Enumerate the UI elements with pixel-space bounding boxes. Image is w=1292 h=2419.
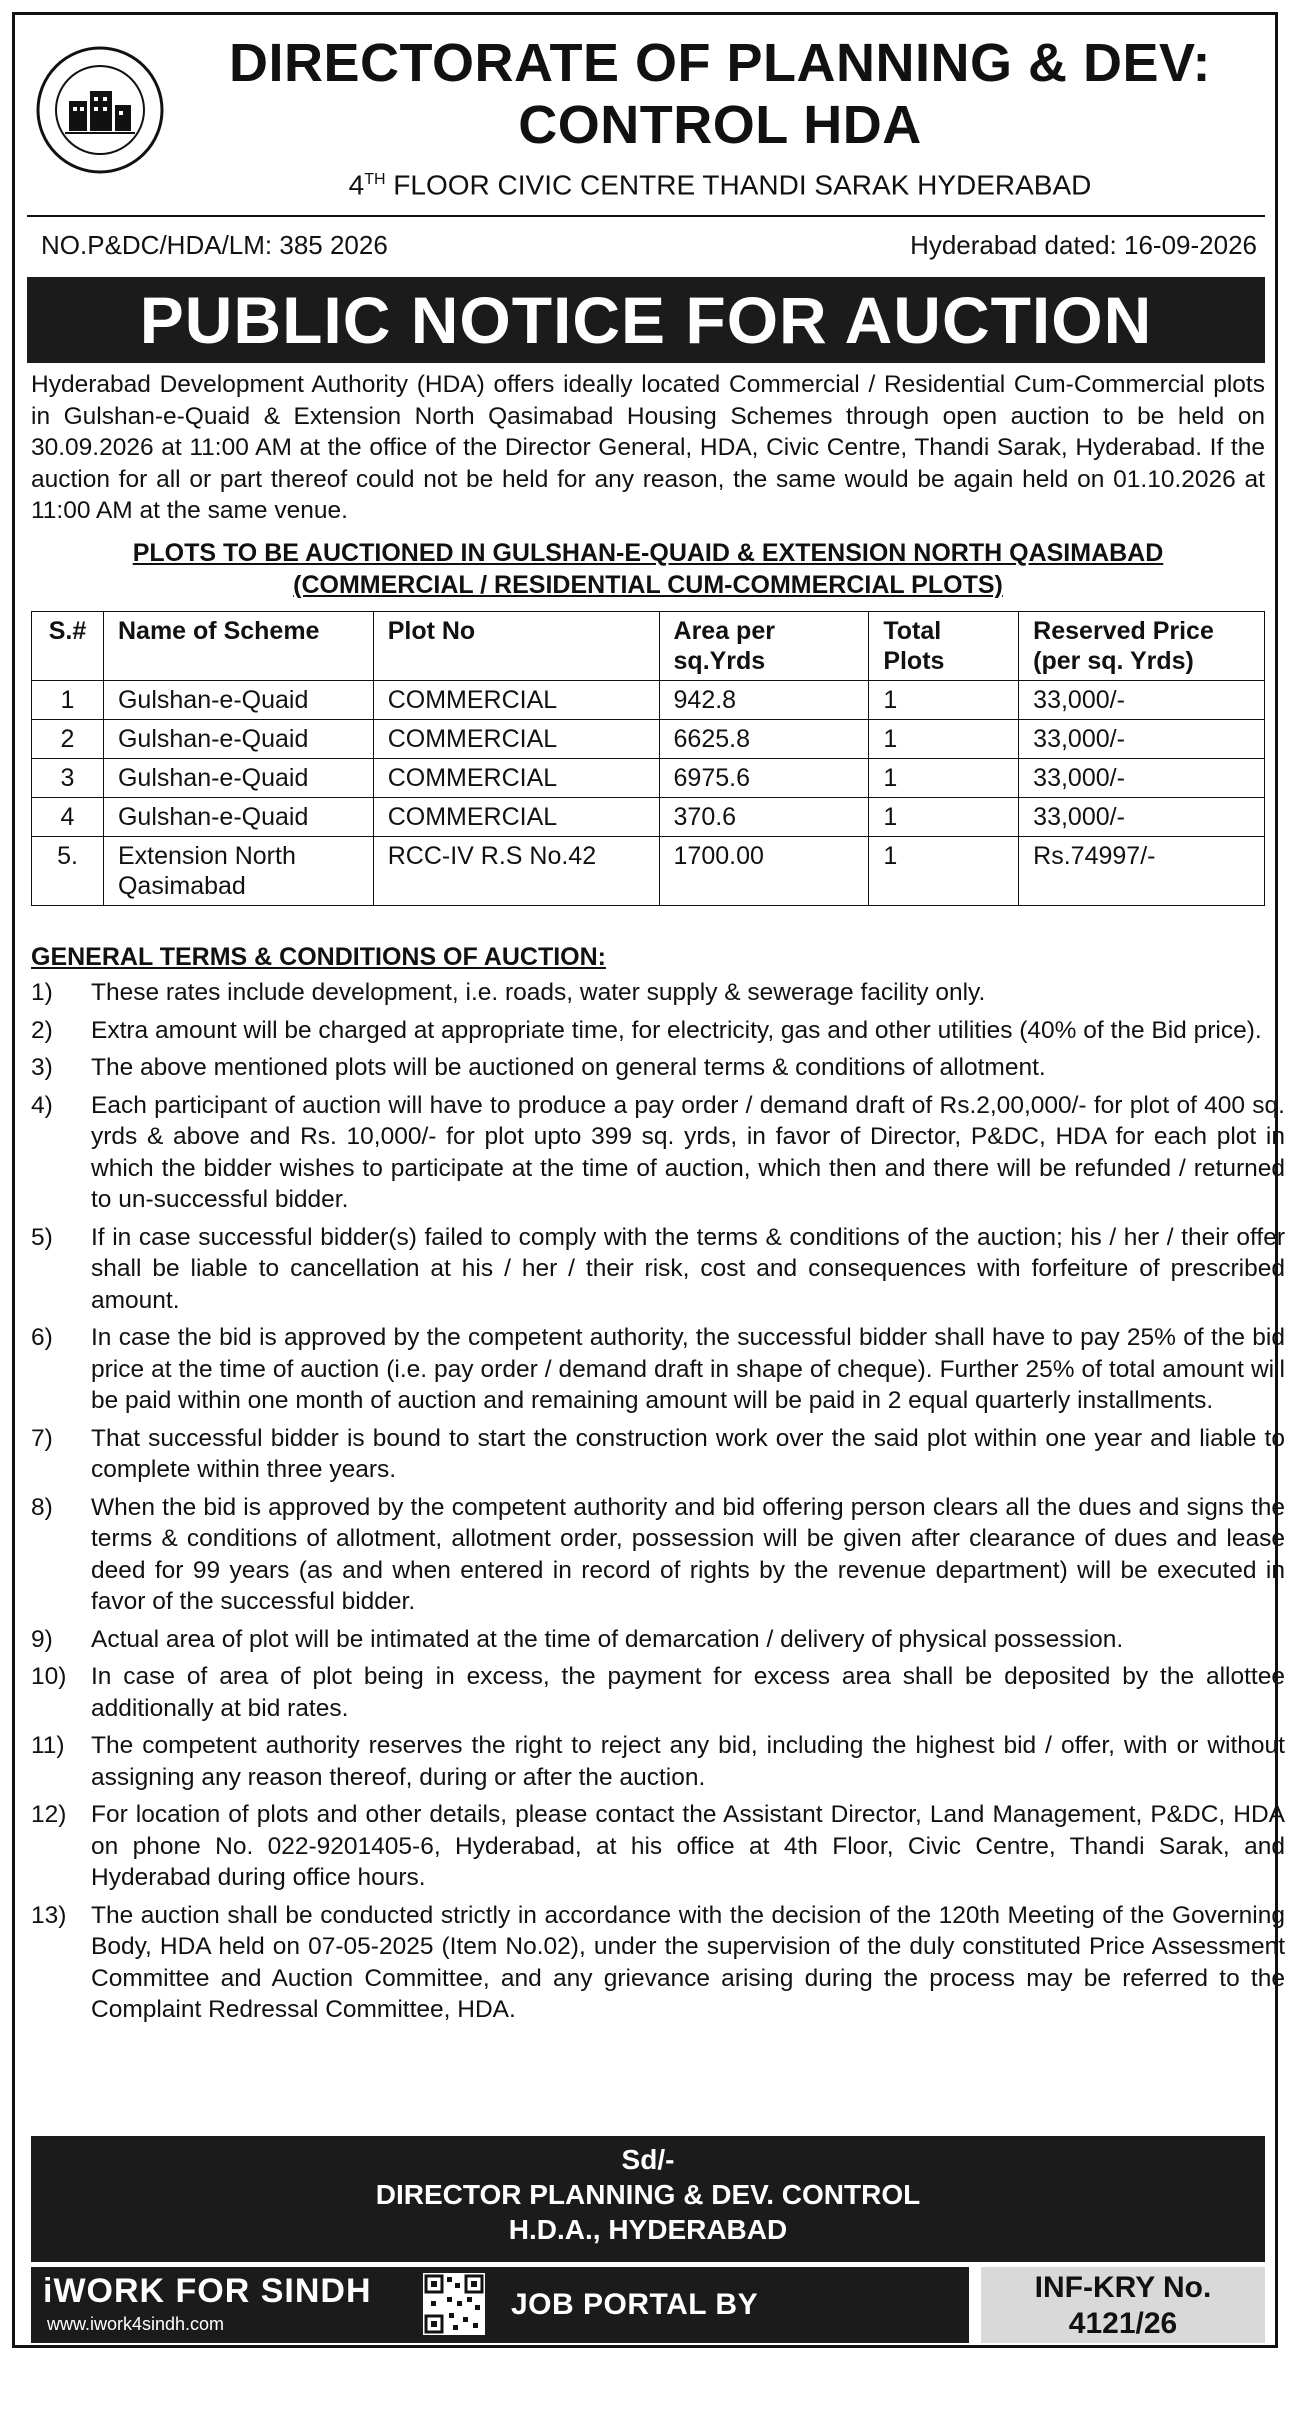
- inf-kry-box: [981, 2267, 1265, 2343]
- term-number: 3): [31, 1054, 53, 1081]
- intro-paragraph: Hyderabad Development Authority (HDA) offers ideally located Commercial / Residential Cum-Commercial plots in Gulshan-e-Quaid & Extension North Qasimabad Housing Schemes through open auction to be held on 30.09.2026 at 11:00 AM at the office of the Director General, HDA, Civic Centre, Thandi Sarak, Hyderabad. If the auction for all or part thereof could not be held for any reason, the same would be again held on 01.10.2026 at 11:00 AM at the same venue.: [31, 371, 1265, 524]
- address-rest: FLOOR CIVIC CENTRE THANDI SARAK HYDERABAD: [385, 169, 1092, 201]
- term-text: In case the bid is approved by the competent authority, the successful bidder shall have to pay 25% of the bid price at the time of auction (i.e. pay order / demand draft in shape of cheque). Further 25% of total amount will be paid within one month of auction and remaining amount will be paid in 2 equal quarterly installments.: [91, 1324, 1285, 1414]
- signature-block: [31, 2136, 1265, 2262]
- header-title-line2: CONTROL HDA: [518, 95, 922, 155]
- term-item: [31, 1624, 1285, 1656]
- table-cell: COMMERCIAL: [373, 759, 659, 798]
- table-cell: 4: [32, 798, 104, 837]
- column-header: Total Plots: [869, 612, 1019, 681]
- table-cell: 370.6: [659, 798, 869, 837]
- term-item: [31, 1730, 1285, 1793]
- table-cell: Gulshan-e-Quaid: [103, 681, 373, 720]
- table-cell: 33,000/-: [1019, 681, 1265, 720]
- column-header: Plot No: [373, 612, 659, 681]
- inf-kry-label: INF-KRY No.: [1034, 2271, 1212, 2304]
- table-cell: 1: [32, 681, 104, 720]
- term-number: 11): [31, 1732, 65, 1759]
- term-text: The auction shall be conducted strictly in accordance with the decision of the 120th Meeting of the Governing Body, HDA held on 07-05-2025 (Item No.02), under the supervision of the duly constituted Price Assessment Committee and Auction Committee, and any grievance arising during the process may be referred to the Complaint Redressal Committee, HDA.: [91, 1901, 1285, 2023]
- table-cell: 1: [869, 720, 1019, 759]
- table-cell: COMMERCIAL: [373, 798, 659, 837]
- plots-heading: [31, 537, 1265, 601]
- term-text: The above mentioned plots will be auctioned on general terms & conditions of allotment.: [91, 1054, 1046, 1081]
- brand-logo: iWORK FOR SINDH: [43, 2272, 372, 2310]
- term-item: [31, 1015, 1285, 1047]
- table-cell: 1: [869, 798, 1019, 837]
- footer: [31, 2267, 1265, 2397]
- header-title-line1: DIRECTORATE OF PLANNING & DEV:: [228, 33, 1212, 93]
- table-cell: 3: [32, 759, 104, 798]
- table-cell: 6975.6: [659, 759, 869, 798]
- term-text: For location of plots and other details, please contact the Assistant Director, Land Management, P&DC, HDA on phone No. 022-9201405-6, Hyderabad, at his office at 4th Floor, Civic Centre, Thandi Sarak, and Hyderabad during office hours.: [91, 1801, 1285, 1891]
- column-header: Reserved Price (per sq. Yrds): [1019, 612, 1265, 681]
- column-header: Name of Scheme: [103, 612, 373, 681]
- table-cell: 1: [869, 837, 1019, 906]
- table-cell: 2: [32, 720, 104, 759]
- term-number: 4): [31, 1091, 53, 1119]
- table-cell: Gulshan-e-Quaid: [103, 759, 373, 798]
- plots-heading-line1: PLOTS TO BE AUCTIONED IN GULSHAN-E-QUAID & EXTENSION NORTH QASIMABAD: [132, 539, 1164, 567]
- table-cell: 33,000/-: [1019, 759, 1265, 798]
- plots-table: [31, 611, 1265, 906]
- column-header: Area per sq.Yrds: [659, 612, 869, 681]
- table-header-row: [32, 612, 1265, 681]
- table-cell: 33,000/-: [1019, 798, 1265, 837]
- reference-line: [27, 215, 1265, 273]
- term-text: That successful bidder is bound to start the construction work over the said plot within one year and liable to complete within three years.: [91, 1424, 1285, 1483]
- plots-heading-line2: (COMMERCIAL / RESIDENTIAL CUM-COMMERCIAL PLOTS): [293, 571, 1003, 599]
- term-item: [31, 1052, 1285, 1084]
- table-cell: 33,000/-: [1019, 720, 1265, 759]
- term-text: These rates include development, i.e. roads, water supply & sewerage facility only.: [91, 979, 986, 1006]
- notice-banner: PUBLIC NOTICE FOR AUCTION: [27, 277, 1265, 363]
- terms-heading: GENERAL TERMS & CONDITIONS OF AUCTION:: [31, 943, 606, 971]
- table-cell: 1: [869, 759, 1019, 798]
- table-cell: COMMERCIAL: [373, 720, 659, 759]
- table-cell: Rs.74997/-: [1019, 837, 1265, 906]
- signature-sd: Sd/-: [621, 2144, 675, 2175]
- term-text: In case of area of plot being in excess, the payment for excess area shall be deposited by the allottee additionally at bid rates.: [91, 1663, 1285, 1722]
- term-number: 7): [31, 1424, 53, 1452]
- term-item: [31, 1322, 1285, 1417]
- term-number: 8): [31, 1493, 53, 1521]
- term-number: 13): [31, 1901, 67, 1929]
- address-superscript: TH: [364, 171, 386, 188]
- table-row: [32, 837, 1265, 906]
- table-cell: Gulshan-e-Quaid: [103, 798, 373, 837]
- table-cell: 6625.8: [659, 720, 869, 759]
- term-number: 2): [31, 1016, 53, 1044]
- header-address: [195, 163, 1245, 202]
- table-cell: Extension North Qasimabad: [103, 837, 373, 906]
- table-cell: 942.8: [659, 681, 869, 720]
- table-row: [32, 720, 1265, 759]
- table-row: [32, 681, 1265, 720]
- term-text: When the bid is approved by the competent authority and bid offering person clears all the dues and signs the terms & conditions of allotment, allotment order, possession will be given after clearance of dues and lease deed for 99 years (as and when entered in record of rights by the revenue department) will be executed in favor of the successful bidder.: [91, 1493, 1285, 1615]
- table-row: [32, 759, 1265, 798]
- table-cell: COMMERCIAL: [373, 681, 659, 720]
- hda-logo: [35, 45, 165, 175]
- term-number: 12): [31, 1801, 67, 1828]
- term-text: The competent authority reserves the right to reject any bid, including the highest bid / offer, with or without assigning any reason thereof, during or after the auction.: [91, 1732, 1285, 1791]
- term-number: 5): [31, 1223, 53, 1251]
- term-item: [31, 1661, 1285, 1724]
- term-item: [31, 1222, 1285, 1317]
- inf-kry-number: 4121/26: [1068, 2307, 1178, 2340]
- term-text: Actual area of plot will be intimated at the time of demarcation / delivery of physical possession.: [91, 1625, 1124, 1653]
- table-row: [32, 798, 1265, 837]
- qr-code-icon: [423, 2273, 485, 2335]
- table-cell: 5.: [32, 837, 104, 906]
- term-item: [31, 1799, 1285, 1894]
- table-cell: RCC-IV R.S No.42: [373, 837, 659, 906]
- address-prefix: 4: [348, 169, 365, 201]
- term-item: [31, 1492, 1285, 1618]
- term-text: If in case successful bidder(s) failed to comply with the terms & conditions of the auction; his / her / their offer shall be liable to cancellation at his / her / their risk, cost and consequences with forfeiture of prescribed amount.: [91, 1223, 1285, 1314]
- portal-strip: [31, 2267, 969, 2397]
- term-text: Extra amount will be charged at appropriate time, for electricity, gas and other utilities (40% of the Bid price).: [91, 1016, 1262, 1044]
- term-number: 6): [31, 1324, 53, 1351]
- table-cell: Gulshan-e-Quaid: [103, 720, 373, 759]
- brand-url[interactable]: www.iwork4sindh.com: [47, 2314, 225, 2334]
- signature-office: H.D.A., HYDERABAD: [508, 2214, 788, 2245]
- table-cell: 1700.00: [659, 837, 869, 906]
- term-text: Each participant of auction will have to produce a pay order / demand draft of Rs.2,00,000/- for plot of 400 sq. yrds & above and Rs. 10,000/- for plot upto 399 sq. yrds, in favor of Director, P&DC, HDA for each plot in which the bidder wishes to participate at the time of auction, which then and there will be refunded / returned to un-successful bidder.: [91, 1091, 1285, 1213]
- term-item: [31, 1423, 1285, 1486]
- term-item: [31, 977, 1285, 1009]
- notice-page: [12, 12, 1285, 2397]
- signature-designation: DIRECTOR PLANNING & DEV. CONTROL: [375, 2179, 921, 2210]
- term-item: [31, 1090, 1285, 1216]
- header: [15, 15, 1275, 215]
- dated: Hyderabad dated: 16-09-2026: [910, 230, 1257, 260]
- table-cell: 1: [869, 681, 1019, 720]
- column-header: S.#: [32, 612, 104, 681]
- portal-text: JOB PORTAL BY INFORMATION DEPARTMENT: [511, 2288, 946, 2397]
- reference-number: NO.P&DC/HDA/LM: 385 2026: [41, 230, 388, 260]
- term-item: [31, 1900, 1285, 2026]
- term-number: 1): [31, 979, 53, 1006]
- term-number: 9): [31, 1625, 53, 1653]
- terms-list: [31, 977, 1285, 2032]
- term-number: 10): [31, 1663, 67, 1690]
